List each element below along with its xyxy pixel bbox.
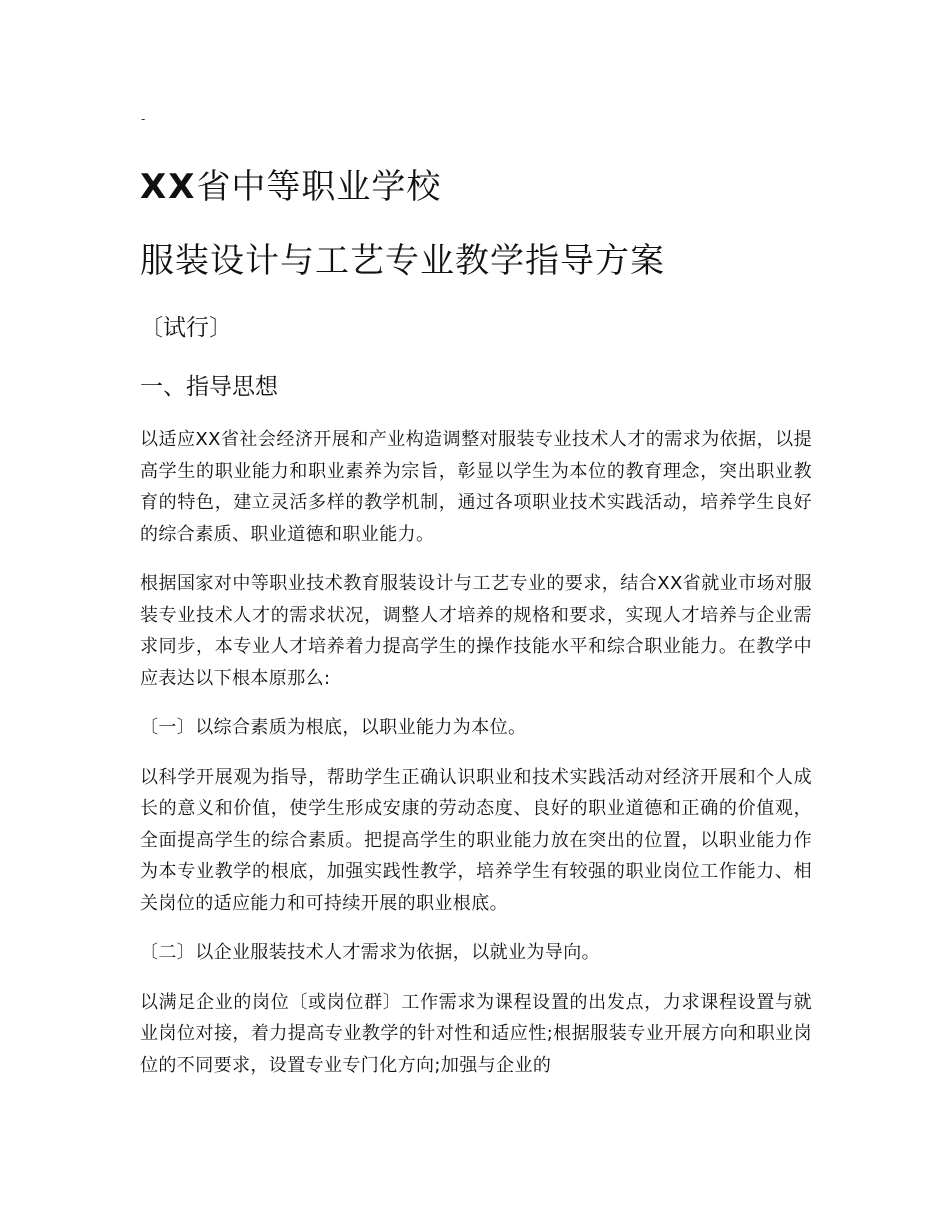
paragraph-4: 以满足企业的岗位〔或岗位群〕工作需求为课程设置的出发点，力求课程设置与就业岗位对接，着力提高专业教学的针对性和适应性;根据服装专业开展方向和职业岗位的不同要求，设置专业专门化方向;加强与企业的: [140, 991, 812, 1076]
document-title-line-1: [140, 166, 441, 208]
paragraph-3: 以科学开展观为指导，帮助学生正确认识职业和技术实践活动对经济开展和个人成长的意义和价值，使学生形成安康的劳动态度、良好的职业道德和正确的价值观，全面提高学生的综合素质。把提高学生的职业能力放在突出的位置，以职业能力作为本专业教学的根底，加强实践性教学，培养学生有较强的职业岗位工作能力、相关岗位的适应能力和可持续开展的职业根底。: [140, 766, 812, 914]
paragraph-1: 以适应XX省社会经济开展和产业构造调整对服装专业技术人才的需求为依据，以提高学生的职业能力和职业素养为宗旨，彰显以学生为本位的教育理念，突出职业教育的特色，建立灵活多样的教学机制，通过各项职业技术实践活动，培养学生良好的综合素质、职业道德和职业能力。: [140, 429, 812, 545]
document-title-line-2: 服装设计与工艺专业教学指导方案: [140, 241, 665, 281]
document-body: [140, 424, 812, 1099]
document-subtitle: 〔试行〕: [140, 315, 232, 341]
paragraph-2: 根据国家对中等职业技术教育服装设计与工艺专业的要求，结合XX省就业市场对服装专业技术人才的需求状况，调整人才培养的规格和要求，实现人才培养与企业需求同步，本专业人才培养着力提高学生的操作技能水平和综合职业能力。在教学中应表达以下根本原那么:: [140, 573, 812, 689]
header-mark: -: [141, 112, 146, 126]
principle-heading-1: 〔一〕以综合素质为根底，以职业能力为本位。: [140, 717, 527, 738]
title-prefix: XX: [140, 167, 197, 207]
title-line-1-rest: 省中等职业学校: [196, 167, 442, 207]
principle-heading-2: 〔二〕以企业服装技术人才需求为依据，以就业为导向。: [140, 942, 600, 963]
section-heading-guiding-ideology: 一、指导思想: [140, 374, 278, 400]
